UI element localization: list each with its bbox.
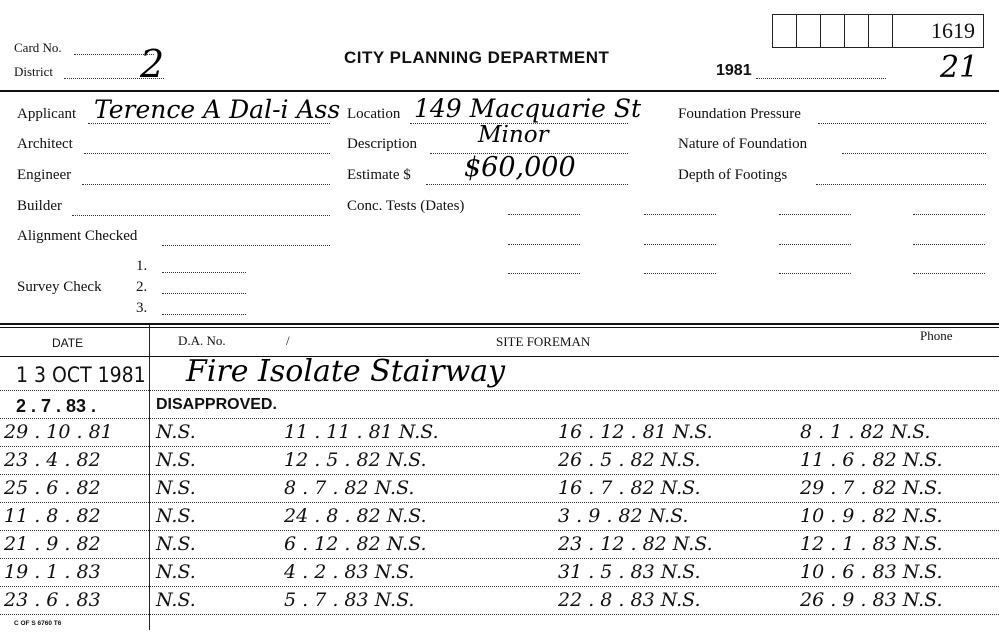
foundation-pressure-label: Foundation Pressure [678,106,801,122]
district-label: District [14,64,53,79]
row-line [0,418,999,419]
number-box [820,14,845,48]
col-da-header: D.A. No. [178,333,226,348]
page-title: CITY PLANNING DEPARTMENT [344,48,610,67]
row-date: 21 . 9 . 82 [4,533,101,555]
row-entry: 12 . 1 . 83 N.S. [800,533,943,555]
conc-line [644,244,716,245]
row-date: 23 . 4 . 82 [4,449,101,471]
row-entry: 22 . 8 . 83 N.S. [558,589,701,611]
conc-line [644,214,716,215]
row-entry: N.S. [156,477,196,499]
architect-label: Architect [17,136,73,152]
engineer-label: Engineer [17,167,72,183]
row-entry: 8 . 7 . 82 N.S. [284,477,415,499]
conc-tests-label: Conc. Tests (Dates) [347,198,465,214]
depth-footings-label: Depth of Footings [678,167,788,183]
survey-item-3: 3. [136,300,148,316]
nature-foundation-line [842,153,986,154]
builder-label: Builder [17,198,62,214]
row-line [0,586,999,587]
row-entry: 6 . 12 . 82 N.S. [284,533,427,555]
year-line [756,78,886,79]
row-date: 23 . 6 . 83 [4,589,101,611]
row-date: 25 . 6 . 82 [4,477,101,499]
applicant-label: Applicant [17,106,77,122]
conc-line [508,273,580,274]
row-entry: 10 . 6 . 83 N.S. [800,561,943,583]
row-entry: 26 . 5 . 82 N.S. [558,449,701,471]
top-rule [0,90,999,92]
number-box [796,14,821,48]
row-line [0,614,999,615]
corner-note: 21 [940,50,979,85]
number-box [844,14,869,48]
row-entry: 24 . 8 . 82 N.S. [284,505,427,527]
first-note: Fire Isolate Stairway [186,354,506,389]
survey-line-1 [162,272,246,273]
row-date: 11 . 8 . 82 [4,505,101,527]
row-line [0,474,999,475]
row-entry: N.S. [156,449,196,471]
number-box [772,14,797,48]
conc-line [508,244,580,245]
estimate-line [426,184,628,185]
builder-line [72,215,330,216]
conc-line [913,244,985,245]
conc-line [508,214,580,215]
conc-line [913,214,985,215]
row-line [0,558,999,559]
row-entry: N.S. [156,589,196,611]
row-entry: N.S. [156,505,196,527]
survey-line-2 [162,293,246,294]
engineer-line [82,184,330,185]
conc-line [779,273,851,274]
survey-item-1: 1. [136,258,148,274]
number-box [868,14,893,48]
row-line [0,390,999,391]
row-entry: 29 . 7 . 82 N.S. [800,477,943,499]
description-label: Description [347,136,417,152]
row-entry: N.S. [156,533,196,555]
first-date: 1 3 OCT 1981 [16,363,146,387]
survey-item-2: 2. [136,279,148,295]
row-line [0,446,999,447]
row-line [0,502,999,503]
depth-footings-line [816,184,986,185]
row-entry: 8 . 1 . 82 N.S. [800,421,931,443]
card-no-value: 2 [140,42,165,86]
row-entry: 11 . 6 . 82 N.S. [800,449,943,471]
second-date: 2 . 7 . 83 . [16,396,97,416]
row-date: 29 . 10 . 81 [4,421,113,443]
row-date: 19 . 1 . 83 [4,561,101,583]
row-entry: 26 . 9 . 83 N.S. [800,589,943,611]
row-entry: 5 . 7 . 83 N.S. [284,589,415,611]
col-date-header: DATE [52,336,84,350]
survey-line-3 [162,314,246,315]
second-note: DISAPPROVED. [156,396,277,413]
card-number: 1619 [931,18,975,43]
row-entry: 23 . 12 . 82 N.S. [558,533,713,555]
architect-line [84,153,330,154]
row-entry: 4 . 2 . 83 N.S. [284,561,415,583]
applicant-value: Terence A Dal-i Ass [94,95,341,124]
col-phone-header: Phone [920,328,953,343]
conc-line [779,214,851,215]
row-entry: 31 . 5 . 83 N.S. [558,561,701,583]
col-foreman-header: SITE FOREMAN [496,334,591,349]
year: 1981 [716,62,752,79]
table-column-divider [149,324,150,630]
alignment-line [162,245,330,246]
row-entry: 11 . 11 . 81 N.S. [284,421,439,443]
row-entry: 12 . 5 . 82 N.S. [284,449,427,471]
row-entry: 10 . 9 . 82 N.S. [800,505,943,527]
col-slash: / [286,333,290,348]
row-entry: 16 . 12 . 81 N.S. [558,421,713,443]
location-value: 149 Macquarie St [414,94,642,123]
conc-line [779,244,851,245]
card-no-label: Card No. [14,40,62,55]
row-entry: N.S. [156,561,196,583]
row-line [0,530,999,531]
row-entry: 16 . 7 . 82 N.S. [558,477,701,499]
estimate-value: $60,000 [464,152,576,183]
foundation-pressure-line [818,123,986,124]
survey-label: Survey Check [17,279,102,295]
row-entry: 3 . 9 . 82 N.S. [558,505,689,527]
form-code: C OF S 6760 T6 [14,620,62,627]
row-entry: N.S. [156,421,196,443]
card-number-box [892,14,984,48]
conc-line [913,273,985,274]
description-value: Minor [478,122,549,148]
nature-foundation-label: Nature of Foundation [678,136,808,152]
location-label: Location [347,106,401,122]
estimate-label: Estimate $ [347,167,411,183]
alignment-label: Alignment Checked [17,228,138,244]
conc-line [644,273,716,274]
